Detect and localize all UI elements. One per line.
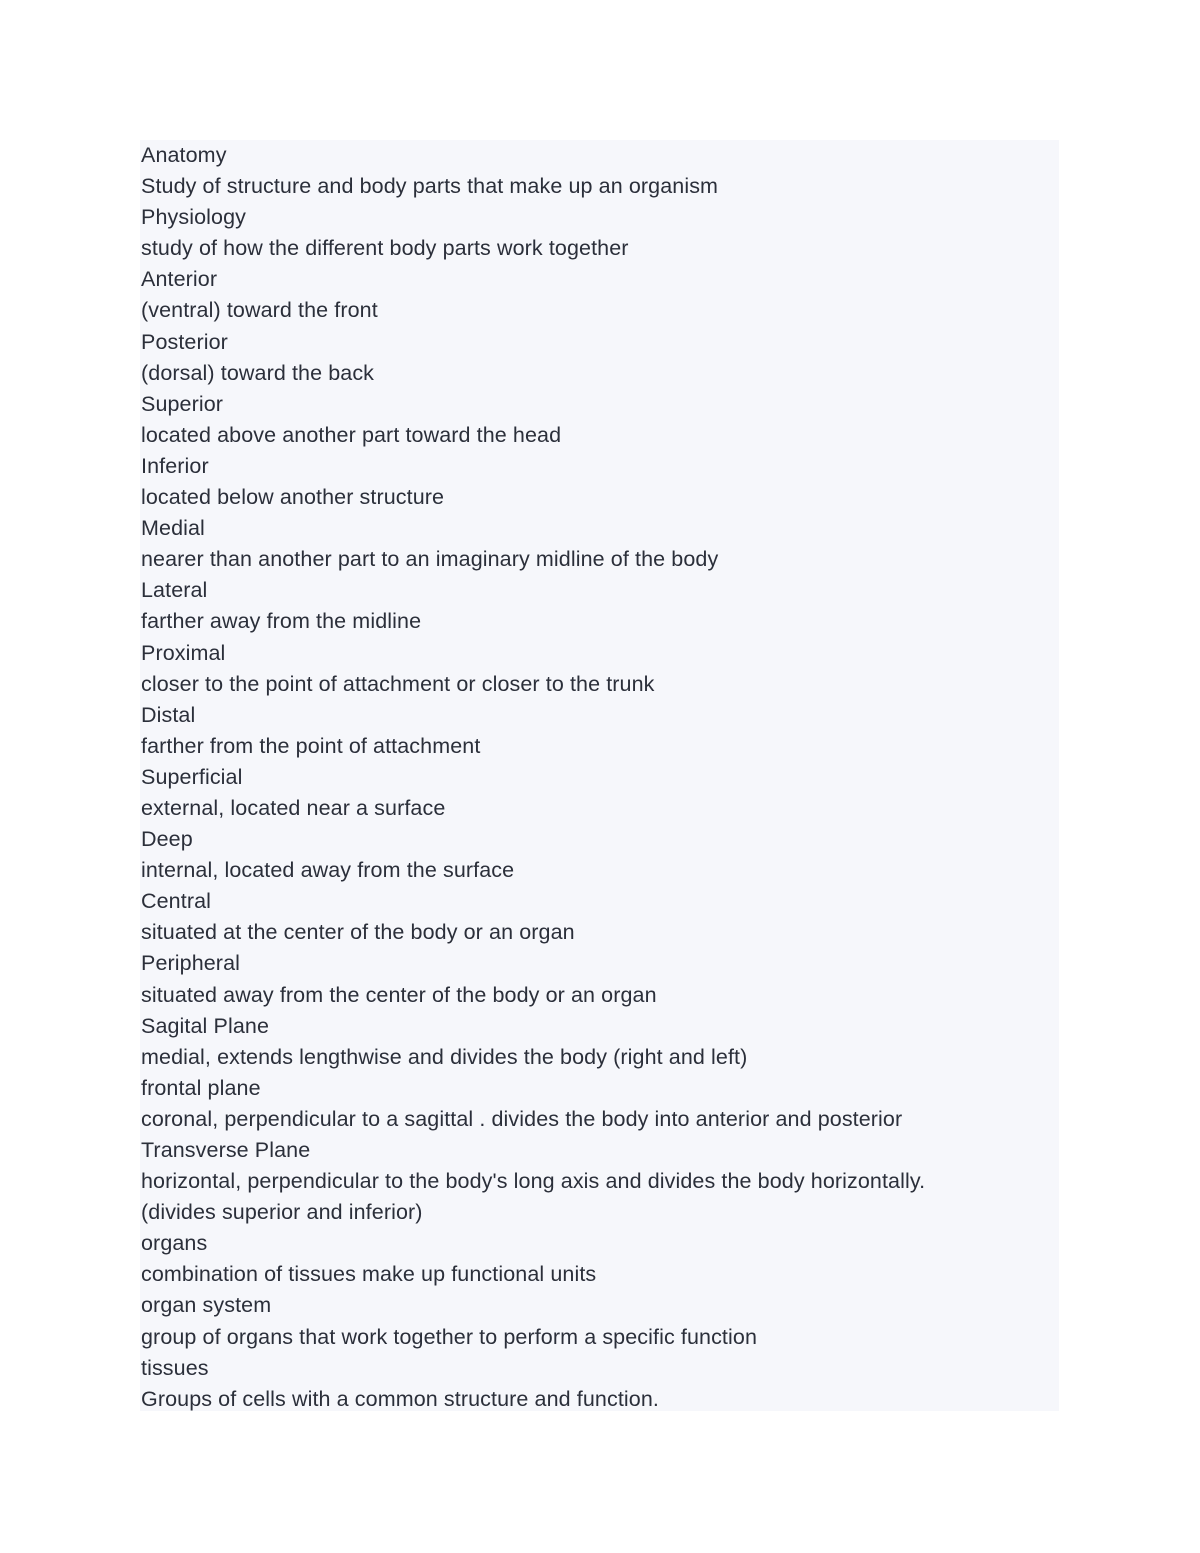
text-line: Distal xyxy=(141,702,196,727)
text-line: medial, extends lengthwise and divides the body (right and left) xyxy=(141,1044,748,1069)
text-line: Anatomy xyxy=(141,143,227,167)
text-line: located above another part toward the head xyxy=(141,422,562,447)
text-line: Anterior xyxy=(141,267,218,292)
text-line: farther away from the midline xyxy=(141,609,422,634)
text-line: situated away from the center of the body or an organ xyxy=(141,982,657,1007)
text-line: Inferior xyxy=(141,453,209,478)
text-line: Posterior xyxy=(141,329,228,354)
text-line: organs xyxy=(141,1231,208,1256)
text-line: Deep xyxy=(141,827,193,852)
text-line: located below another structure xyxy=(141,485,445,510)
text-line: coronal, perpendicular to a sagittal . divides the body into anterior and posterior xyxy=(141,1106,903,1131)
text-line: situated at the center of the body or an organ xyxy=(141,920,575,945)
text-line: Central xyxy=(141,889,212,914)
text-line: closer to the point of attachment or closer to the trunk xyxy=(141,671,655,696)
text-line: Study of structure and body parts that make up an organism xyxy=(141,174,719,199)
text-line: (divides superior and inferior) xyxy=(141,1200,423,1225)
text-line: Superficial xyxy=(141,764,243,789)
text-content-block xyxy=(140,140,1059,1411)
text-line: Groups of cells with a common structure and function. xyxy=(141,1386,659,1411)
text-line: external, located near a surface xyxy=(141,795,446,820)
text-line: frontal plane xyxy=(141,1075,261,1100)
text-line: organ system xyxy=(141,1293,272,1318)
text-line: group of organs that work together to perform a specific function xyxy=(141,1324,757,1349)
text-line: horizontal, perpendicular to the body's long axis and divides the body horizontally. xyxy=(141,1169,926,1194)
text-line: study of how the different body parts work together xyxy=(141,236,629,261)
text-line: Lateral xyxy=(141,578,208,603)
text-line: Transverse Plane xyxy=(141,1138,311,1162)
text-line: Sagital Plane xyxy=(141,1013,270,1038)
text-line: Medial xyxy=(141,516,205,541)
text-line: (dorsal) toward the back xyxy=(141,360,375,385)
text-line: internal, located away from the surface xyxy=(141,858,515,883)
text-line: tissues xyxy=(141,1355,209,1380)
text-line: farther from the point of attachment xyxy=(141,733,481,758)
text-line: nearer than another part to an imaginary midline of the body xyxy=(141,547,719,572)
text-line: Peripheral xyxy=(141,951,240,976)
text-line: combination of tissues make up functional units xyxy=(141,1262,597,1287)
text-lines xyxy=(141,140,925,1415)
text-line: Superior xyxy=(141,391,224,416)
text-line: Proximal xyxy=(141,640,226,665)
text-line: Physiology xyxy=(141,205,246,230)
text-line: (ventral) toward the front xyxy=(141,298,378,323)
